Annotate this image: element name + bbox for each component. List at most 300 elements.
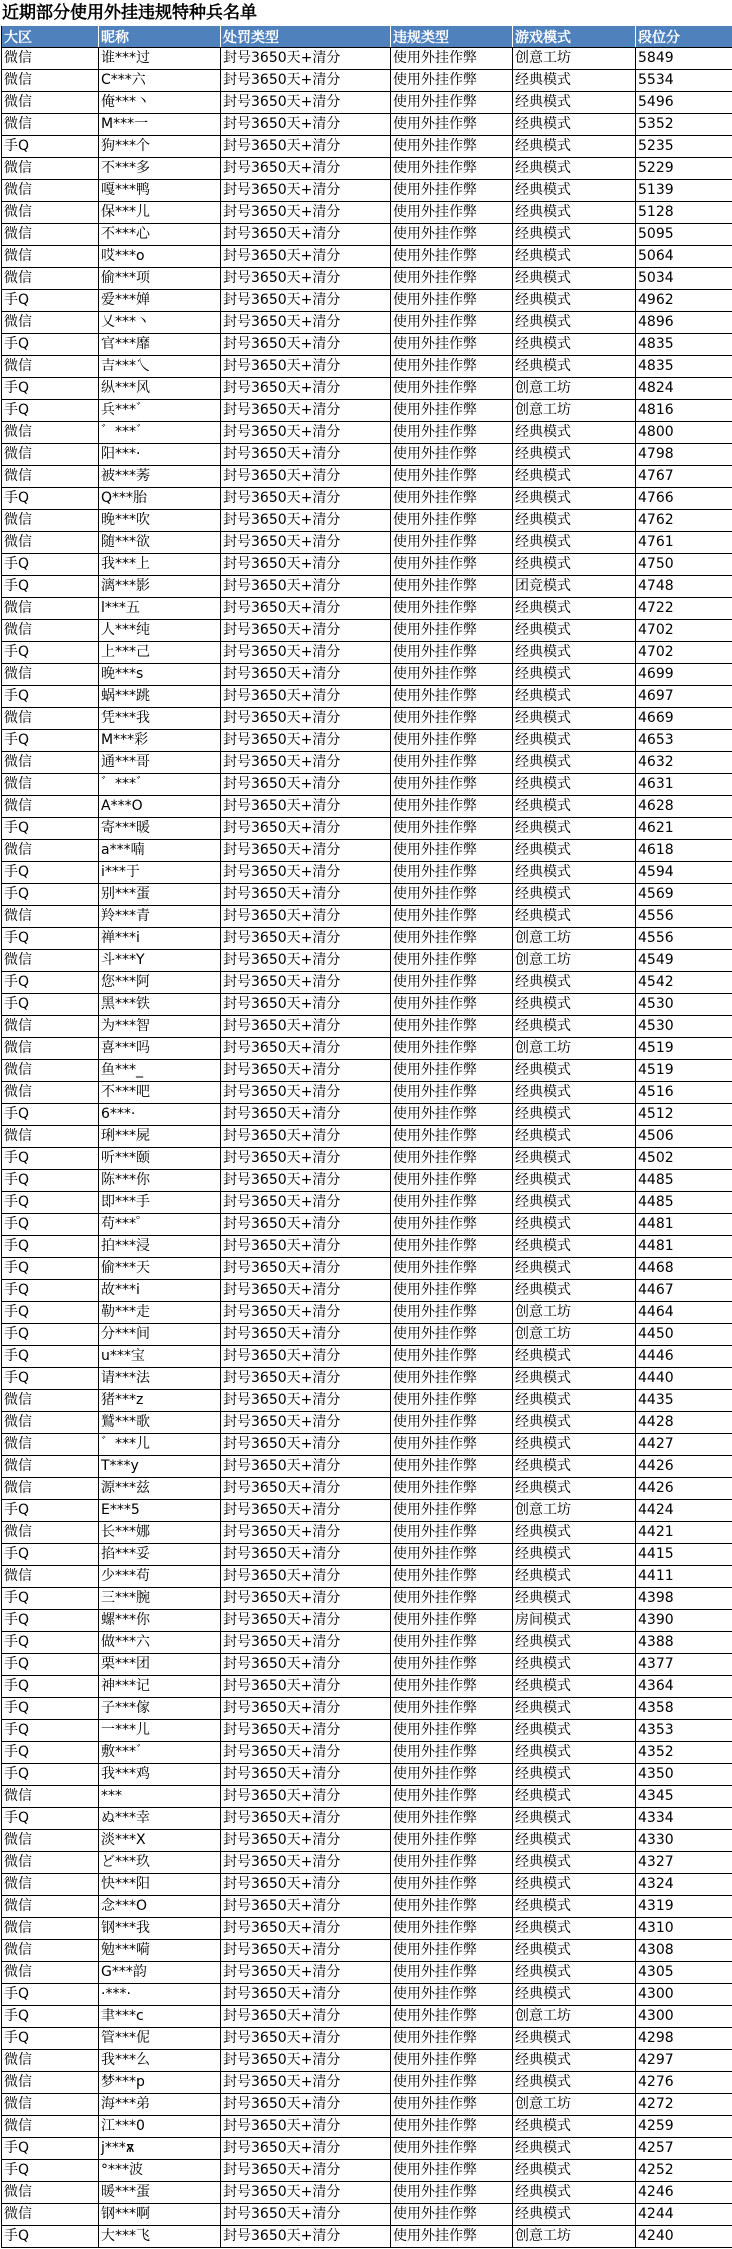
rank-score-cell: 4300 — [636, 2006, 732, 2028]
table-row — [2, 1874, 732, 1896]
table-row — [2, 1456, 732, 1478]
region-cell: 微信 — [2, 1060, 99, 1082]
nickname-cell: 源***兹 — [99, 1478, 221, 1500]
region-cell: 微信 — [2, 268, 99, 290]
violation-cell: 使用外挂作弊 — [391, 1478, 513, 1500]
violation-cell: 使用外挂作弊 — [391, 356, 513, 378]
nickname-cell: 偷***项 — [99, 268, 221, 290]
violation-cell: 使用外挂作弊 — [391, 994, 513, 1016]
rank-score-cell: 4276 — [636, 2072, 732, 2094]
penalty-cell: 封号3650天+清分 — [221, 488, 391, 510]
table-row — [2, 158, 732, 180]
mode-cell: 经典模式 — [513, 1654, 636, 1676]
penalty-cell: 封号3650天+清分 — [221, 224, 391, 246]
table-row — [2, 1808, 732, 1830]
region-cell: 手Q — [2, 1742, 99, 1764]
table-row — [2, 664, 732, 686]
mode-cell: 经典模式 — [513, 1478, 636, 1500]
penalty-cell: 封号3650天+清分 — [221, 2182, 391, 2204]
region-cell: 手Q — [2, 1324, 99, 1346]
rank-score-cell: 4632 — [636, 752, 732, 774]
nickname-cell: 狗***个 — [99, 136, 221, 158]
nickname-cell: 斗***Y — [99, 950, 221, 972]
mode-cell: 经典模式 — [513, 2050, 636, 2072]
rank-score-cell: 4252 — [636, 2160, 732, 2182]
column-header-violation: 违规类型 — [391, 26, 513, 48]
table-row — [2, 730, 732, 752]
region-cell: 微信 — [2, 1852, 99, 1874]
penalty-cell: 封号3650天+清分 — [221, 1214, 391, 1236]
rank-score-cell: 4481 — [636, 1236, 732, 1258]
violation-cell: 使用外挂作弊 — [391, 92, 513, 114]
nickname-cell: 哎***o — [99, 246, 221, 268]
penalty-cell: 封号3650天+清分 — [221, 1434, 391, 1456]
table-row — [2, 862, 732, 884]
penalty-cell: 封号3650天+清分 — [221, 576, 391, 598]
region-cell: 微信 — [2, 1016, 99, 1038]
region-cell: 微信 — [2, 158, 99, 180]
penalty-cell: 封号3650天+清分 — [221, 70, 391, 92]
mode-cell: 经典模式 — [513, 70, 636, 92]
violation-cell: 使用外挂作弊 — [391, 1676, 513, 1698]
nickname-cell: 俺***丶 — [99, 92, 221, 114]
nickname-cell: 嘎***鸭 — [99, 180, 221, 202]
nickname-cell: 苟***゜ — [99, 1214, 221, 1236]
region-cell: 微信 — [2, 1038, 99, 1060]
penalty-cell: 封号3650天+清分 — [221, 1852, 391, 1874]
violation-cell: 使用外挂作弊 — [391, 1060, 513, 1082]
table-row — [2, 620, 732, 642]
penalty-cell: 封号3650天+清分 — [221, 950, 391, 972]
nickname-cell: 喜***吗 — [99, 1038, 221, 1060]
violation-cell: 使用外挂作弊 — [391, 1654, 513, 1676]
mode-cell: 经典模式 — [513, 444, 636, 466]
mode-cell: 经典模式 — [513, 752, 636, 774]
nickname-cell: 黑***铁 — [99, 994, 221, 1016]
penalty-cell: 封号3650天+清分 — [221, 620, 391, 642]
violation-cell: 使用外挂作弊 — [391, 620, 513, 642]
violation-cell: 使用外挂作弊 — [391, 906, 513, 928]
rank-score-cell: 4327 — [636, 1852, 732, 1874]
violation-cell: 使用外挂作弊 — [391, 1808, 513, 1830]
mode-cell: 经典模式 — [513, 1566, 636, 1588]
table-row — [2, 1368, 732, 1390]
mode-cell: 经典模式 — [513, 202, 636, 224]
region-cell: 手Q — [2, 2138, 99, 2160]
mode-cell: 经典模式 — [513, 246, 636, 268]
mode-cell: 经典模式 — [513, 1082, 636, 1104]
region-cell: 手Q — [2, 972, 99, 994]
penalty-cell: 封号3650天+清分 — [221, 1456, 391, 1478]
violation-cell: 使用外挂作弊 — [391, 1236, 513, 1258]
region-cell: 手Q — [2, 1214, 99, 1236]
nickname-cell: 人***纯 — [99, 620, 221, 642]
penalty-cell: 封号3650天+清分 — [221, 1896, 391, 1918]
violation-cell: 使用外挂作弊 — [391, 1764, 513, 1786]
nickname-cell: 江***0 — [99, 2116, 221, 2138]
violation-cell: 使用外挂作弊 — [391, 1940, 513, 1962]
violation-cell: 使用外挂作弊 — [391, 774, 513, 796]
table-row — [2, 510, 732, 532]
nickname-cell: 勒***走 — [99, 1302, 221, 1324]
mode-cell: 创意工坊 — [513, 950, 636, 972]
nickname-cell: 晚***吹 — [99, 510, 221, 532]
region-cell: 微信 — [2, 1874, 99, 1896]
penalty-cell: 封号3650天+清分 — [221, 312, 391, 334]
penalty-cell: 封号3650天+清分 — [221, 1984, 391, 2006]
nickname-cell: 陈***你 — [99, 1170, 221, 1192]
mode-cell: 经典模式 — [513, 884, 636, 906]
region-cell: 微信 — [2, 180, 99, 202]
rank-score-cell: 4549 — [636, 950, 732, 972]
violation-cell: 使用外挂作弊 — [391, 1104, 513, 1126]
region-cell: 微信 — [2, 620, 99, 642]
rank-score-cell: 4428 — [636, 1412, 732, 1434]
mode-cell: 创意工坊 — [513, 1038, 636, 1060]
table-row — [2, 2006, 732, 2028]
nickname-cell: 我***鸡 — [99, 1764, 221, 1786]
table-row — [2, 1918, 732, 1940]
rank-score-cell: 4722 — [636, 598, 732, 620]
table-row — [2, 1478, 732, 1500]
rank-score-cell: 4628 — [636, 796, 732, 818]
violation-cell: 使用外挂作弊 — [391, 1962, 513, 1984]
penalty-cell: 封号3650天+清分 — [221, 114, 391, 136]
penalty-cell: 封号3650天+清分 — [221, 400, 391, 422]
penalty-cell: 封号3650天+清分 — [221, 1720, 391, 1742]
region-cell: 手Q — [2, 1610, 99, 1632]
penalty-cell: 封号3650天+清分 — [221, 2116, 391, 2138]
table-row — [2, 1654, 732, 1676]
rank-score-cell: 4516 — [636, 1082, 732, 1104]
nickname-cell: 听***颐 — [99, 1148, 221, 1170]
mode-cell: 经典模式 — [513, 620, 636, 642]
region-cell: 微信 — [2, 224, 99, 246]
rank-score-cell: 4506 — [636, 1126, 732, 1148]
mode-cell: 经典模式 — [513, 1126, 636, 1148]
rank-score-cell: 4594 — [636, 862, 732, 884]
table-row — [2, 246, 732, 268]
rank-score-cell: 4748 — [636, 576, 732, 598]
mode-cell: 经典模式 — [513, 906, 636, 928]
region-cell: 微信 — [2, 70, 99, 92]
rank-score-cell: 4519 — [636, 1038, 732, 1060]
region-cell: 微信 — [2, 422, 99, 444]
nickname-cell: 子***傢 — [99, 1698, 221, 1720]
mode-cell: 经典模式 — [513, 1434, 636, 1456]
region-cell: 微信 — [2, 1390, 99, 1412]
mode-cell: 经典模式 — [513, 708, 636, 730]
penalty-cell: 封号3650天+清分 — [221, 158, 391, 180]
mode-cell: 经典模式 — [513, 1742, 636, 1764]
nickname-cell: 通***哥 — [99, 752, 221, 774]
rank-score-cell: 4464 — [636, 1302, 732, 1324]
nickname-cell: 淡***X — [99, 1830, 221, 1852]
rank-score-cell: 4330 — [636, 1830, 732, 1852]
nickname-cell: 请***法 — [99, 1368, 221, 1390]
region-cell: 手Q — [2, 488, 99, 510]
mode-cell: 创意工坊 — [513, 928, 636, 950]
region-cell: 手Q — [2, 2006, 99, 2028]
rank-score-cell: 4364 — [636, 1676, 732, 1698]
nickname-cell: 阳***· — [99, 444, 221, 466]
violation-cell: 使用外挂作弊 — [391, 598, 513, 620]
region-cell: 手Q — [2, 1698, 99, 1720]
penalty-cell: 封号3650天+清分 — [221, 2072, 391, 2094]
nickname-cell: 勉***嗬 — [99, 1940, 221, 1962]
nickname-cell: 快***阳 — [99, 1874, 221, 1896]
region-cell: 微信 — [2, 1962, 99, 1984]
rank-score-cell: 4352 — [636, 1742, 732, 1764]
region-cell: 微信 — [2, 1456, 99, 1478]
penalty-cell: 封号3650天+清分 — [221, 1258, 391, 1280]
violation-cell: 使用外挂作弊 — [391, 114, 513, 136]
nickname-cell: 钢***啊 — [99, 2204, 221, 2226]
penalty-cell: 封号3650天+清分 — [221, 1764, 391, 1786]
nickname-cell: M***彩 — [99, 730, 221, 752]
violation-cell: 使用外挂作弊 — [391, 378, 513, 400]
table-row — [2, 1148, 732, 1170]
mode-cell: 经典模式 — [513, 1808, 636, 1830]
rank-score-cell: 4556 — [636, 906, 732, 928]
violation-cell: 使用外挂作弊 — [391, 532, 513, 554]
violation-cell: 使用外挂作弊 — [391, 1830, 513, 1852]
rank-score-cell: 5139 — [636, 180, 732, 202]
penalty-cell: 封号3650天+清分 — [221, 48, 391, 70]
mode-cell: 经典模式 — [513, 356, 636, 378]
rank-score-cell: 4334 — [636, 1808, 732, 1830]
mode-cell: 经典模式 — [513, 1984, 636, 2006]
mode-cell: 房间模式 — [513, 1610, 636, 1632]
table-row — [2, 796, 732, 818]
mode-cell: 经典模式 — [513, 1786, 636, 1808]
rank-score-cell: 4896 — [636, 312, 732, 334]
penalty-cell: 封号3650天+清分 — [221, 290, 391, 312]
penalty-cell: 封号3650天+清分 — [221, 268, 391, 290]
region-cell: 微信 — [2, 202, 99, 224]
nickname-cell: C***六 — [99, 70, 221, 92]
violation-cell: 使用外挂作弊 — [391, 840, 513, 862]
table-row — [2, 2094, 732, 2116]
penalty-cell: 封号3650天+清分 — [221, 2050, 391, 2072]
nickname-cell: 随***欲 — [99, 532, 221, 554]
violation-cell: 使用外挂作弊 — [391, 2226, 513, 2248]
violation-cell: 使用外挂作弊 — [391, 1698, 513, 1720]
penalty-cell: 封号3650天+清分 — [221, 1324, 391, 1346]
table-row — [2, 1258, 732, 1280]
table-row — [2, 1896, 732, 1918]
penalty-cell: 封号3650天+清分 — [221, 708, 391, 730]
penalty-cell: 封号3650天+清分 — [221, 1500, 391, 1522]
violation-cell: 使用外挂作弊 — [391, 1434, 513, 1456]
region-cell: 微信 — [2, 1786, 99, 1808]
violation-cell: 使用外挂作弊 — [391, 1368, 513, 1390]
mode-cell: 经典模式 — [513, 1148, 636, 1170]
rank-score-cell: 4653 — [636, 730, 732, 752]
table-row — [2, 1984, 732, 2006]
penalty-cell: 封号3650天+清分 — [221, 796, 391, 818]
rank-score-cell: 5034 — [636, 268, 732, 290]
penalty-cell: 封号3650天+清分 — [221, 862, 391, 884]
penalty-cell: 封号3650天+清分 — [221, 202, 391, 224]
table-row — [2, 1016, 732, 1038]
violation-cell: 使用外挂作弊 — [391, 136, 513, 158]
rank-score-cell: 4530 — [636, 994, 732, 1016]
nickname-cell: 谁***过 — [99, 48, 221, 70]
violation-cell: 使用外挂作弊 — [391, 1742, 513, 1764]
mode-cell: 经典模式 — [513, 422, 636, 444]
nickname-cell: 不***吧 — [99, 1082, 221, 1104]
rank-score-cell: 4426 — [636, 1456, 732, 1478]
rank-score-cell: 4766 — [636, 488, 732, 510]
rank-score-cell: 4702 — [636, 620, 732, 642]
region-cell: 微信 — [2, 598, 99, 620]
table-row — [2, 1764, 732, 1786]
rank-score-cell: 4259 — [636, 2116, 732, 2138]
mode-cell: 经典模式 — [513, 224, 636, 246]
rank-score-cell: 4800 — [636, 422, 732, 444]
nickname-cell: 上***己 — [99, 642, 221, 664]
region-cell: 手Q — [2, 818, 99, 840]
rank-score-cell: 4450 — [636, 1324, 732, 1346]
rank-score-cell: 5534 — [636, 70, 732, 92]
violation-cell: 使用外挂作弊 — [391, 1016, 513, 1038]
mode-cell: 经典模式 — [513, 2116, 636, 2138]
table-row — [2, 1302, 732, 1324]
mode-cell: 创意工坊 — [513, 1324, 636, 1346]
mode-cell: 经典模式 — [513, 994, 636, 1016]
region-cell: 微信 — [2, 796, 99, 818]
nickname-cell: 栗***团 — [99, 1654, 221, 1676]
table-row — [2, 202, 732, 224]
mode-cell: 经典模式 — [513, 1170, 636, 1192]
table-row — [2, 752, 732, 774]
region-cell: 手Q — [2, 862, 99, 884]
rank-score-cell: 4240 — [636, 2226, 732, 2248]
region-cell: 微信 — [2, 2116, 99, 2138]
mode-cell: 经典模式 — [513, 686, 636, 708]
rank-score-cell: 5128 — [636, 202, 732, 224]
region-cell: 手Q — [2, 1192, 99, 1214]
nickname-cell: 掐***妥 — [99, 1544, 221, 1566]
rank-score-cell: 4421 — [636, 1522, 732, 1544]
nickname-cell: ぬ***幸 — [99, 1808, 221, 1830]
rank-score-cell: 4390 — [636, 1610, 732, 1632]
table-row — [2, 444, 732, 466]
penalty-cell: 封号3650天+清分 — [221, 1830, 391, 1852]
mode-cell: 经典模式 — [513, 1192, 636, 1214]
rank-score-cell: 4244 — [636, 2204, 732, 2226]
header-row — [2, 26, 732, 48]
violation-cell: 使用外挂作弊 — [391, 752, 513, 774]
mode-cell: 经典模式 — [513, 1940, 636, 1962]
mode-cell: 创意工坊 — [513, 1500, 636, 1522]
mode-cell: 经典模式 — [513, 1544, 636, 1566]
nickname-cell: 漓***影 — [99, 576, 221, 598]
mode-cell: 经典模式 — [513, 840, 636, 862]
mode-cell: 创意工坊 — [513, 400, 636, 422]
region-cell: 微信 — [2, 2182, 99, 2204]
mode-cell: 经典模式 — [513, 312, 636, 334]
penalty-cell: 封号3650天+清分 — [221, 1610, 391, 1632]
region-cell: 手Q — [2, 1104, 99, 1126]
table-row — [2, 774, 732, 796]
region-cell: 手Q — [2, 1280, 99, 1302]
table-row — [2, 1390, 732, 1412]
violation-cell: 使用外挂作弊 — [391, 422, 513, 444]
rank-score-cell: 4702 — [636, 642, 732, 664]
table-row — [2, 1170, 732, 1192]
rank-score-cell: 4485 — [636, 1170, 732, 1192]
region-cell: 手Q — [2, 136, 99, 158]
mode-cell: 经典模式 — [513, 1632, 636, 1654]
region-cell: 微信 — [2, 2094, 99, 2116]
table-row — [2, 1082, 732, 1104]
penalty-cell: 封号3650天+清分 — [221, 1236, 391, 1258]
table-row — [2, 1500, 732, 1522]
nickname-cell: i***于 — [99, 862, 221, 884]
table-row — [2, 70, 732, 92]
region-cell: 手Q — [2, 2226, 99, 2248]
table-row — [2, 554, 732, 576]
rank-score-cell: 4556 — [636, 928, 732, 950]
rank-score-cell: 4310 — [636, 1918, 732, 1940]
penalty-cell: 封号3650天+清分 — [221, 2006, 391, 2028]
region-cell: 微信 — [2, 1566, 99, 1588]
penalty-cell: 封号3650天+清分 — [221, 664, 391, 686]
region-cell: 微信 — [2, 444, 99, 466]
nickname-cell: ·***· — [99, 1984, 221, 2006]
rank-score-cell: 5235 — [636, 136, 732, 158]
mode-cell: 经典模式 — [513, 488, 636, 510]
mode-cell: 经典模式 — [513, 290, 636, 312]
mode-cell: 经典模式 — [513, 1258, 636, 1280]
violation-cell: 使用外挂作弊 — [391, 1192, 513, 1214]
violation-cell: 使用外挂作弊 — [391, 1500, 513, 1522]
table-body — [2, 48, 732, 2248]
nickname-cell: 纵***风 — [99, 378, 221, 400]
column-header-region: 大区 — [2, 26, 99, 48]
mode-cell: 经典模式 — [513, 796, 636, 818]
region-cell: 手Q — [2, 1632, 99, 1654]
penalty-cell: 封号3650天+清分 — [221, 1346, 391, 1368]
rank-score-cell: 4305 — [636, 1962, 732, 1984]
nickname-cell: 梦***p — [99, 2072, 221, 2094]
nickname-cell: 敷***゛ — [99, 1742, 221, 1764]
mode-cell: 经典模式 — [513, 268, 636, 290]
rank-score-cell: 4350 — [636, 1764, 732, 1786]
penalty-cell: 封号3650天+清分 — [221, 378, 391, 400]
table-row — [2, 884, 732, 906]
nickname-cell: 我***上 — [99, 554, 221, 576]
region-cell: 手Q — [2, 1236, 99, 1258]
table-row — [2, 818, 732, 840]
penalty-cell: 封号3650天+清分 — [221, 1676, 391, 1698]
violation-cell: 使用外挂作弊 — [391, 444, 513, 466]
region-cell: 微信 — [2, 356, 99, 378]
violation-cell: 使用外挂作弊 — [391, 2050, 513, 2072]
penalty-cell: 封号3650天+清分 — [221, 466, 391, 488]
nickname-cell: a***喃 — [99, 840, 221, 862]
region-cell: 微信 — [2, 664, 99, 686]
mode-cell: 经典模式 — [513, 1896, 636, 1918]
table-row — [2, 1324, 732, 1346]
penalty-cell: 封号3650天+清分 — [221, 906, 391, 928]
mode-cell: 经典模式 — [513, 1764, 636, 1786]
violation-cell: 使用外挂作弊 — [391, 708, 513, 730]
mode-cell: 经典模式 — [513, 1720, 636, 1742]
nickname-cell: 吉***乀 — [99, 356, 221, 378]
